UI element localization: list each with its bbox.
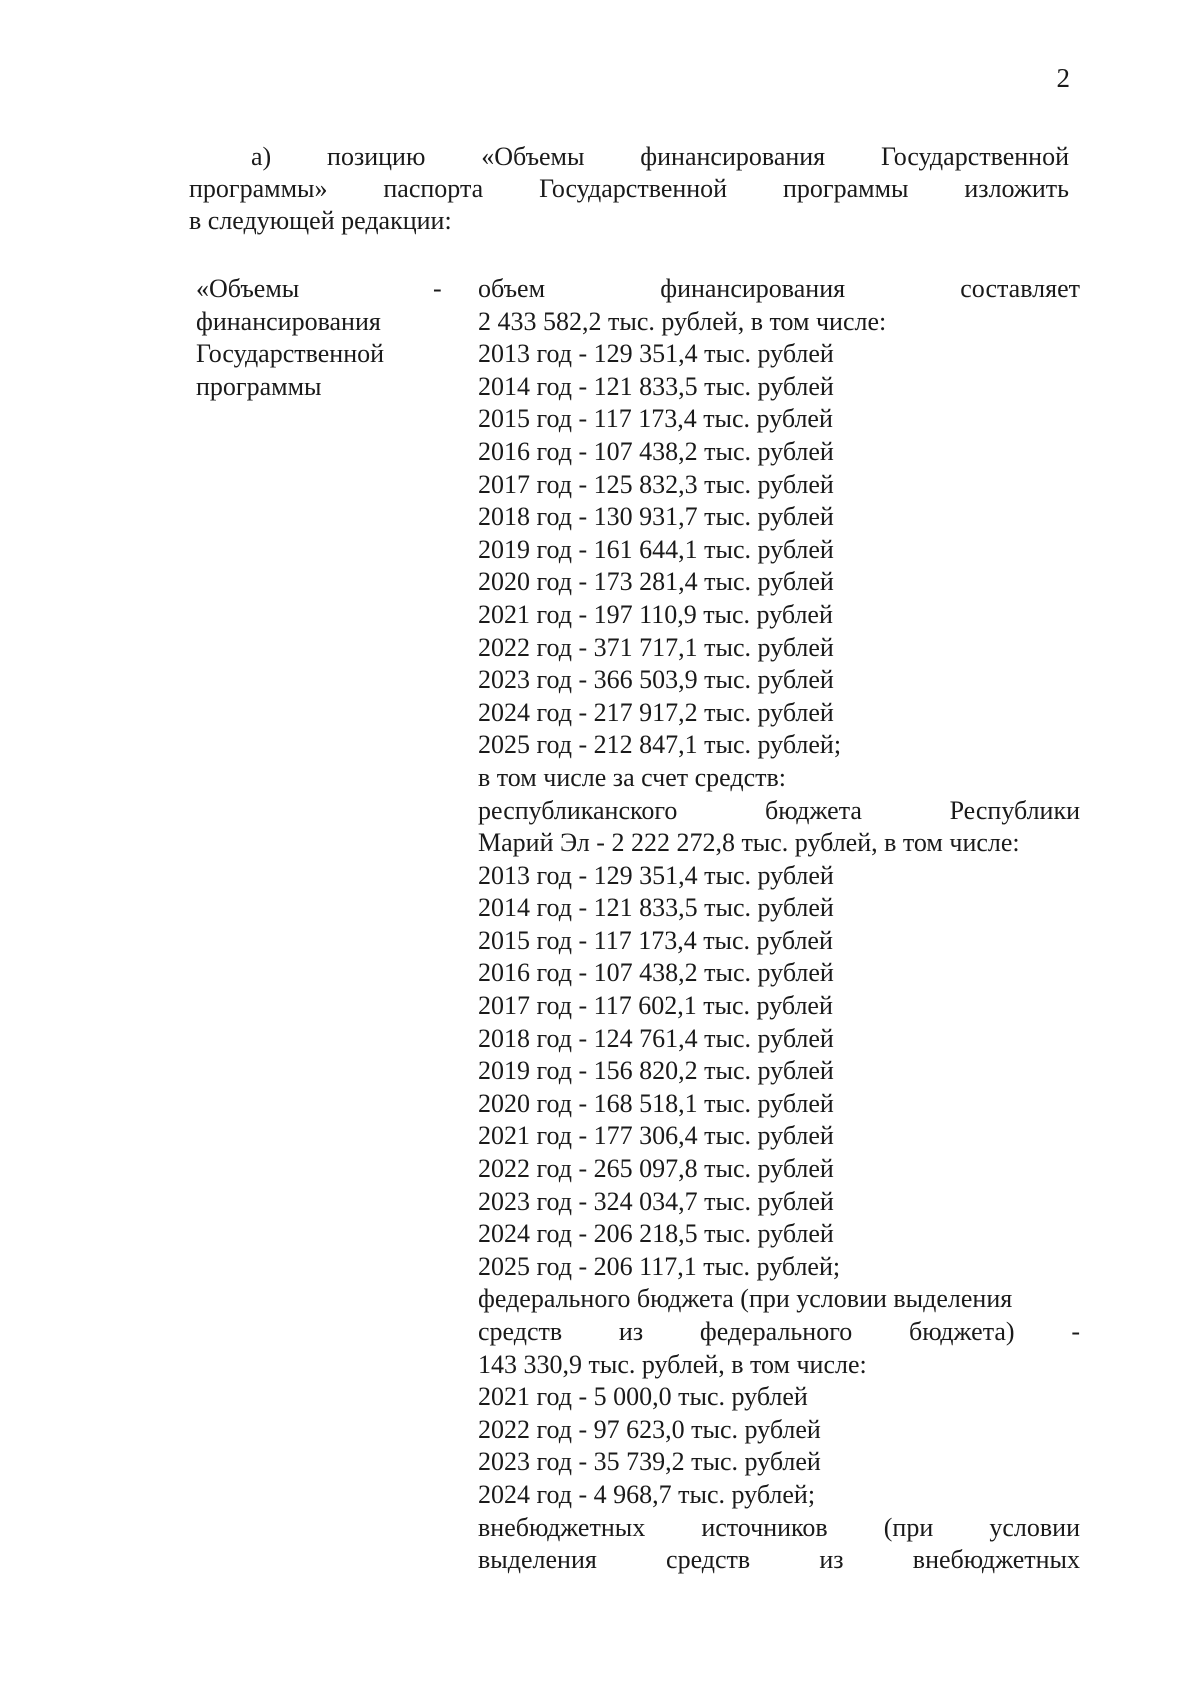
value-column: [478, 273, 1080, 1577]
label-line: «Объемы: [196, 274, 300, 303]
value-line: объем финансирования составляет: [478, 274, 1080, 303]
value-line: Марий Эл - 2 222 272,8 тыс. рублей, в том числе:: [478, 828, 1020, 858]
label-column: [196, 273, 436, 403]
label-line: финансирования: [196, 306, 381, 336]
value-line: 2022 год - 97 623,0 тыс. рублей: [478, 1414, 821, 1444]
value-line: средств из федерального бюджета) -: [478, 1317, 1080, 1346]
value-line: 2 433 582,2 тыс. рублей, в том числе:: [478, 306, 887, 336]
label-line: Государственной: [196, 339, 385, 369]
value-line: 2015 год - 117 173,4 тыс. рублей: [478, 925, 833, 955]
value-line: федерального бюджета (при условии выделения: [478, 1284, 1013, 1314]
value-line: 2018 год - 124 761,4 тыс. рублей: [478, 1023, 834, 1053]
value-line: 2017 год - 125 832,3 тыс. рублей: [478, 469, 834, 499]
value-line: 2018 год - 130 931,7 тыс. рублей: [478, 502, 834, 532]
value-line: внебюджетных источников (при условии: [478, 1512, 1080, 1542]
intro-line: а) позицию «Объемы финансирования Государственной: [251, 142, 1069, 171]
intro-line: в следующей редакции:: [189, 206, 452, 235]
value-line: 143 330,9 тыс. рублей, в том числе:: [478, 1349, 867, 1379]
value-line: 2024 год - 4 968,7 тыс. рублей;: [478, 1479, 816, 1509]
value-line: 2016 год - 107 438,2 тыс. рублей: [478, 958, 834, 988]
value-line: 2019 год - 161 644,1 тыс. рублей: [478, 534, 834, 564]
page-number: 2: [1056, 63, 1070, 93]
value-line: 2019 год - 156 820,2 тыс. рублей: [478, 1056, 834, 1086]
value-line: 2014 год - 121 833,5 тыс. рублей: [478, 371, 834, 401]
dash-separator: -: [433, 274, 442, 303]
value-line: 2017 год - 117 602,1 тыс. рублей: [478, 991, 833, 1021]
value-line: 2024 год - 217 917,2 тыс. рублей: [478, 697, 834, 727]
value-line: в том числе за счет средств:: [478, 762, 786, 792]
value-line: 2023 год - 324 034,7 тыс. рублей: [478, 1186, 834, 1216]
value-line: 2016 год - 107 438,2 тыс. рублей: [478, 436, 834, 466]
value-line: 2025 год - 212 847,1 тыс. рублей;: [478, 730, 842, 760]
value-line: республиканского бюджета Республики: [478, 795, 1080, 825]
value-line: 2014 год - 121 833,5 тыс. рублей: [478, 893, 834, 923]
label-line: программы: [196, 371, 322, 401]
value-line: 2023 год - 35 739,2 тыс. рублей: [478, 1447, 821, 1477]
value-line: 2015 год - 117 173,4 тыс. рублей: [478, 404, 833, 434]
value-line: 2021 год - 177 306,4 тыс. рублей: [478, 1121, 834, 1151]
value-line: 2013 год - 129 351,4 тыс. рублей: [478, 860, 834, 890]
value-line: 2020 год - 168 518,1 тыс. рублей: [478, 1088, 834, 1118]
value-line: 2022 год - 371 717,1 тыс. рублей: [478, 632, 834, 662]
intro-paragraph: [189, 141, 1069, 237]
value-line: 2025 год - 206 117,1 тыс. рублей;: [478, 1251, 841, 1281]
value-line: 2021 год - 5 000,0 тыс. рублей: [478, 1382, 808, 1412]
intro-line: программы» паспорта Государственной программы изложить: [189, 174, 1069, 203]
value-line: 2013 год - 129 351,4 тыс. рублей: [478, 339, 834, 369]
value-line: 2022 год - 265 097,8 тыс. рублей: [478, 1154, 834, 1184]
value-line: выделения средств из внебюджетных: [478, 1545, 1080, 1575]
value-line: 2024 год - 206 218,5 тыс. рублей: [478, 1219, 834, 1249]
value-line: 2023 год - 366 503,9 тыс. рублей: [478, 665, 834, 695]
value-line: 2021 год - 197 110,9 тыс. рублей: [478, 599, 833, 629]
value-line: 2020 год - 173 281,4 тыс. рублей: [478, 567, 834, 597]
